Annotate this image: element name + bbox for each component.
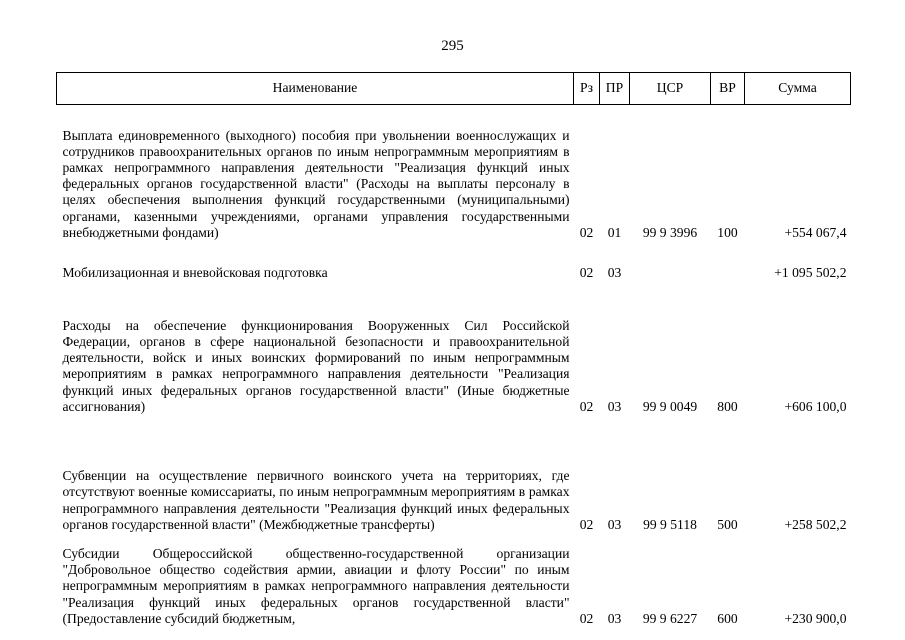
row-sum: +258 502,2: [784, 516, 847, 532]
row-pr: 03: [607, 264, 622, 280]
header-sum: Сумма: [745, 73, 851, 105]
row-csr: [630, 253, 711, 281]
header-pr: ПР: [600, 73, 630, 105]
row-name: Мобилизационная и вневойсковая подготовка: [62, 264, 328, 280]
table-row: [57, 105, 851, 242]
row-sum: +606 100,0: [784, 398, 847, 414]
row-vr: 600: [717, 610, 738, 626]
row-vr: 100: [717, 224, 738, 240]
row-vr: [711, 253, 745, 281]
table-row: [57, 427, 851, 533]
row-rz: 02: [579, 398, 594, 414]
row-rz: 02: [579, 516, 594, 532]
page-number: 295: [441, 38, 464, 54]
row-rz: 02: [579, 610, 594, 626]
header-name: Наименование: [57, 73, 574, 105]
row-pr: 01: [607, 224, 622, 240]
row-name: Расходы на обеспечение функционирования Вооруженных Сил Российской Федерации, органов в сфере национальной безопасности и правоохранительной деятельности, войск и иных воинских формирований по иным непрограммным мероприятиям в рамках непрограммного направления деятельности "Реализация функций иных федеральных органов государственной власти" (Иные бюджетные ассигнования): [62, 317, 570, 414]
row-pr: 03: [607, 610, 622, 626]
row-csr: 99 9 3996: [642, 224, 698, 240]
header-vr: ВР: [711, 73, 745, 105]
row-csr: 99 9 0049: [642, 398, 698, 414]
table-row: [57, 293, 851, 415]
row-rz: 02: [579, 264, 594, 280]
row-rz: 02: [579, 224, 594, 240]
header-rz: Рз: [574, 73, 600, 105]
budget-table: [56, 72, 851, 627]
row-pr: 03: [607, 516, 622, 532]
row-csr: 99 9 5118: [643, 516, 697, 532]
row-pr: 03: [607, 398, 622, 414]
row-sum: +230 900,0: [784, 610, 847, 626]
table-header-row: [57, 73, 851, 105]
row-vr: 500: [717, 516, 738, 532]
table-row: [57, 253, 851, 281]
row-vr: 800: [717, 398, 738, 414]
row-sum: +554 067,4: [784, 224, 847, 240]
row-name: Субсидии Общероссийской общественно-государственной организации "Добровольное общество содействия армии, авиации и флоту России" по иным непрограммным мероприятиям в рамках непрограммного направления деятельности "Реализация функций иных федеральных органов государственной власти" (Предоставление субсидий бюджетным,: [62, 545, 570, 626]
header-csr: ЦСР: [630, 73, 711, 105]
row-csr: 99 9 6227: [642, 610, 698, 626]
table-row: [57, 545, 851, 627]
row-name: Выплата единовременного (выходного) пособия при увольнении военнослужащих и сотрудников правоохранительных органов по иным непрограммным мероприятиям в рамках непрограммного направления деятельности "Реализация функций иных федеральных органов государственной власти" (Расходы на выплаты персоналу в целях обеспечения выполнения функций государственными (муниципальными) органами, казенными учреждениями, органами управления государственными внебюджетными фондами): [62, 127, 570, 240]
row-name: Субвенции на осуществление первичного воинского учета на территориях, где отсутствуют военные комиссариаты, по иным непрограммным мероприятиям в рамках непрограммного направления деятельности "Реализация функций иных федеральных органов государственной власти" (Межбюджетные трансферты): [62, 468, 570, 532]
row-sum: +1 095 502,2: [774, 264, 847, 280]
